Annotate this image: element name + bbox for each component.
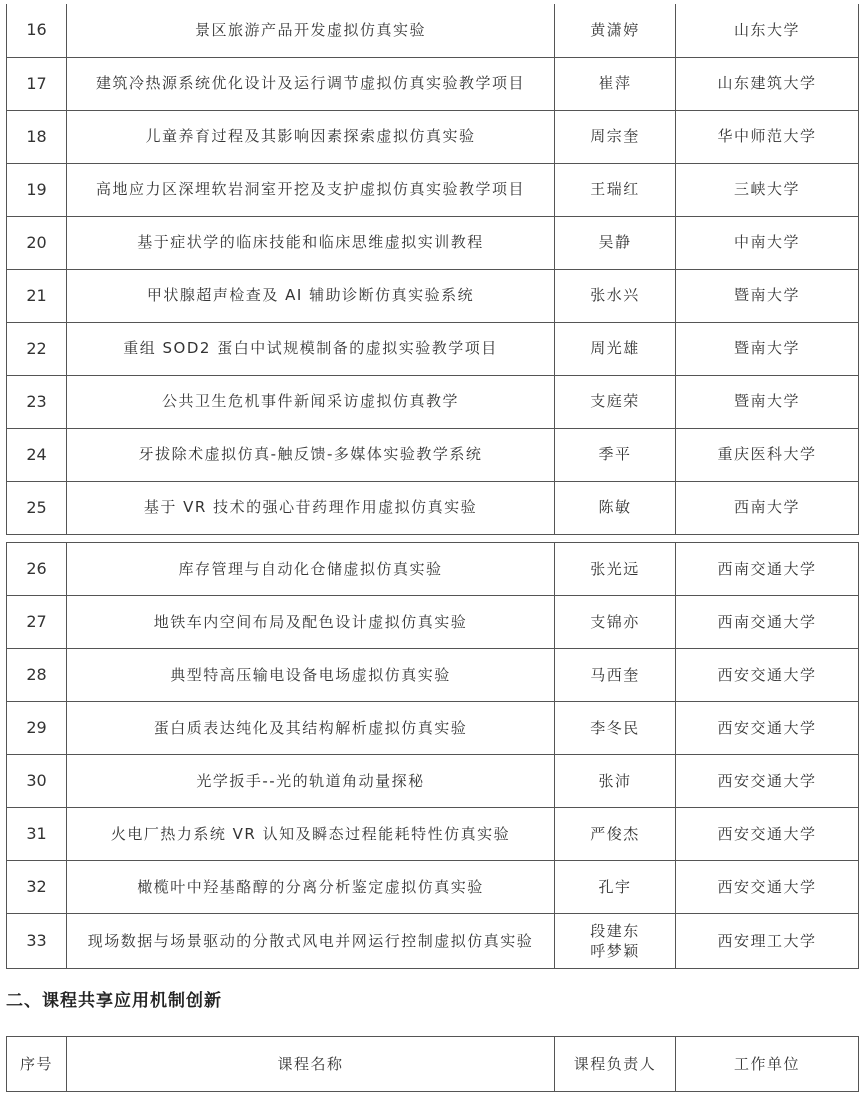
project-leader: [555, 322, 676, 375]
row-number: 22: [7, 322, 67, 375]
table-row: [7, 702, 859, 755]
table-row: [7, 808, 859, 861]
project-name: 典型特高压输电设备电场虚拟仿真实验: [67, 649, 555, 702]
table-row: [7, 322, 859, 375]
header-work-unit: 工作单位: [676, 1037, 859, 1092]
work-unit: 山东建筑大学: [676, 57, 859, 110]
work-unit: 重庆医科大学: [676, 428, 859, 481]
project-name: 公共卫生危机事件新闻采访虚拟仿真教学: [67, 375, 555, 428]
project-leader: [555, 216, 676, 269]
row-number: 31: [7, 808, 67, 861]
leader-name: 李冬民: [590, 718, 640, 737]
project-leader: [555, 481, 676, 534]
project-leader: [555, 110, 676, 163]
leader-name: 陈敏: [598, 498, 632, 517]
project-leader: [555, 4, 676, 57]
row-number: 20: [7, 216, 67, 269]
leader-name: 周光雄: [590, 339, 640, 358]
section-heading: 二、课程共享应用机制创新: [6, 991, 222, 1011]
project-name: 光学扳手--光的轨道角动量探秘: [67, 755, 555, 808]
header-no: 序号: [7, 1037, 67, 1092]
row-number: 29: [7, 702, 67, 755]
table-row: [7, 57, 859, 110]
row-number: 17: [7, 57, 67, 110]
leader-name: 季平: [598, 445, 632, 464]
row-number: 16: [7, 4, 67, 57]
row-number: 30: [7, 755, 67, 808]
work-unit: 三峡大学: [676, 163, 859, 216]
course-table: [6, 1036, 859, 1092]
project-leader: [555, 649, 676, 702]
work-unit: 西安交通大学: [676, 755, 859, 808]
project-leader: [555, 702, 676, 755]
table-row: [7, 861, 859, 914]
leader-name: 支庭荣: [590, 392, 640, 411]
leader-name: 支锦亦: [590, 612, 640, 631]
table-row: [7, 914, 859, 969]
project-leader: [555, 57, 676, 110]
work-unit: 西南交通大学: [676, 543, 859, 596]
work-unit: 西安交通大学: [676, 649, 859, 702]
work-unit: 西安理工大学: [676, 914, 859, 969]
project-leader: [555, 755, 676, 808]
work-unit: 暨南大学: [676, 269, 859, 322]
work-unit: 暨南大学: [676, 375, 859, 428]
table-row: [7, 543, 859, 596]
row-number: 18: [7, 110, 67, 163]
row-number: 19: [7, 163, 67, 216]
project-leader: [555, 269, 676, 322]
project-name: 建筑冷热源系统优化设计及运行调节虚拟仿真实验教学项目: [67, 57, 555, 110]
leader-name: 张水兴: [590, 286, 640, 305]
project-leader: [555, 861, 676, 914]
table-row: [7, 4, 859, 57]
project-table-part-1: [6, 4, 859, 535]
row-number: 27: [7, 596, 67, 649]
project-name: 牙拔除术虚拟仿真-触反馈-多媒体实验教学系统: [67, 428, 555, 481]
row-number: 28: [7, 649, 67, 702]
project-name: 高地应力区深埋软岩洞室开挖及支护虚拟仿真实验教学项目: [67, 163, 555, 216]
work-unit: 西南大学: [676, 481, 859, 534]
leader-name: 孔宇: [598, 877, 632, 896]
project-leader: [555, 808, 676, 861]
project-name: 橄榄叶中羟基酪醇的分离分析鉴定虚拟仿真实验: [67, 861, 555, 914]
work-unit: 山东大学: [676, 4, 859, 57]
table-row: [7, 163, 859, 216]
leader-name: 马西奎: [590, 665, 640, 684]
table-row: [7, 269, 859, 322]
leader-name: 段建东: [590, 921, 640, 940]
header-course-name: 课程名称: [67, 1037, 555, 1092]
table-row: [7, 216, 859, 269]
row-number: 25: [7, 481, 67, 534]
leader-name: 崔萍: [598, 74, 632, 93]
project-leader: [555, 428, 676, 481]
header-course-leader: 课程负责人: [555, 1037, 676, 1092]
work-unit: 华中师范大学: [676, 110, 859, 163]
leader-name: 王瑞红: [590, 180, 640, 199]
project-name: 火电厂热力系统 VR 认知及瞬态过程能耗特性仿真实验: [67, 808, 555, 861]
project-table-part-2: [6, 542, 859, 969]
work-unit: 西安交通大学: [676, 861, 859, 914]
project-name: 重组 SOD2 蛋白中试规模制备的虚拟实验教学项目: [67, 322, 555, 375]
table-row: [7, 375, 859, 428]
table-row: [7, 755, 859, 808]
table-row: [7, 110, 859, 163]
project-name: 库存管理与自动化仓储虚拟仿真实验: [67, 543, 555, 596]
work-unit: 西安交通大学: [676, 808, 859, 861]
work-unit: 暨南大学: [676, 322, 859, 375]
leader-name: 严俊杰: [590, 824, 640, 843]
project-name: 现场数据与场景驱动的分散式风电并网运行控制虚拟仿真实验: [67, 914, 555, 969]
project-leader: [555, 163, 676, 216]
table-row: [7, 428, 859, 481]
project-leader: [555, 543, 676, 596]
project-name: 儿童养育过程及其影响因素探索虚拟仿真实验: [67, 110, 555, 163]
project-leader: [555, 914, 676, 969]
project-leader: [555, 596, 676, 649]
table-row: [7, 649, 859, 702]
row-number: 21: [7, 269, 67, 322]
row-number: 32: [7, 861, 67, 914]
row-number: 33: [7, 914, 67, 969]
project-name: 地铁车内空间布局及配色设计虚拟仿真实验: [67, 596, 555, 649]
project-name: 景区旅游产品开发虚拟仿真实验: [67, 4, 555, 57]
row-number: 24: [7, 428, 67, 481]
leader-name: 呼梦颖: [590, 942, 640, 960]
project-name: 蛋白质表达纯化及其结构解析虚拟仿真实验: [67, 702, 555, 755]
leader-name: 张沛: [598, 771, 632, 790]
leader-name: 周宗奎: [590, 127, 640, 146]
row-number: 23: [7, 375, 67, 428]
row-number: 26: [7, 543, 67, 596]
leader-name: 张光远: [590, 559, 640, 578]
project-leader: [555, 375, 676, 428]
work-unit: 西南交通大学: [676, 596, 859, 649]
project-name: 基于 VR 技术的强心苷药理作用虚拟仿真实验: [67, 481, 555, 534]
table-header-row: [7, 1037, 859, 1092]
leader-name: 吴静: [598, 233, 632, 252]
table-row: [7, 481, 859, 534]
table-row: [7, 596, 859, 649]
leader-name: 黄潇婷: [590, 21, 640, 40]
project-name: 甲状腺超声检查及 AI 辅助诊断仿真实验系统: [67, 269, 555, 322]
work-unit: 西安交通大学: [676, 702, 859, 755]
work-unit: 中南大学: [676, 216, 859, 269]
project-name: 基于症状学的临床技能和临床思维虚拟实训教程: [67, 216, 555, 269]
